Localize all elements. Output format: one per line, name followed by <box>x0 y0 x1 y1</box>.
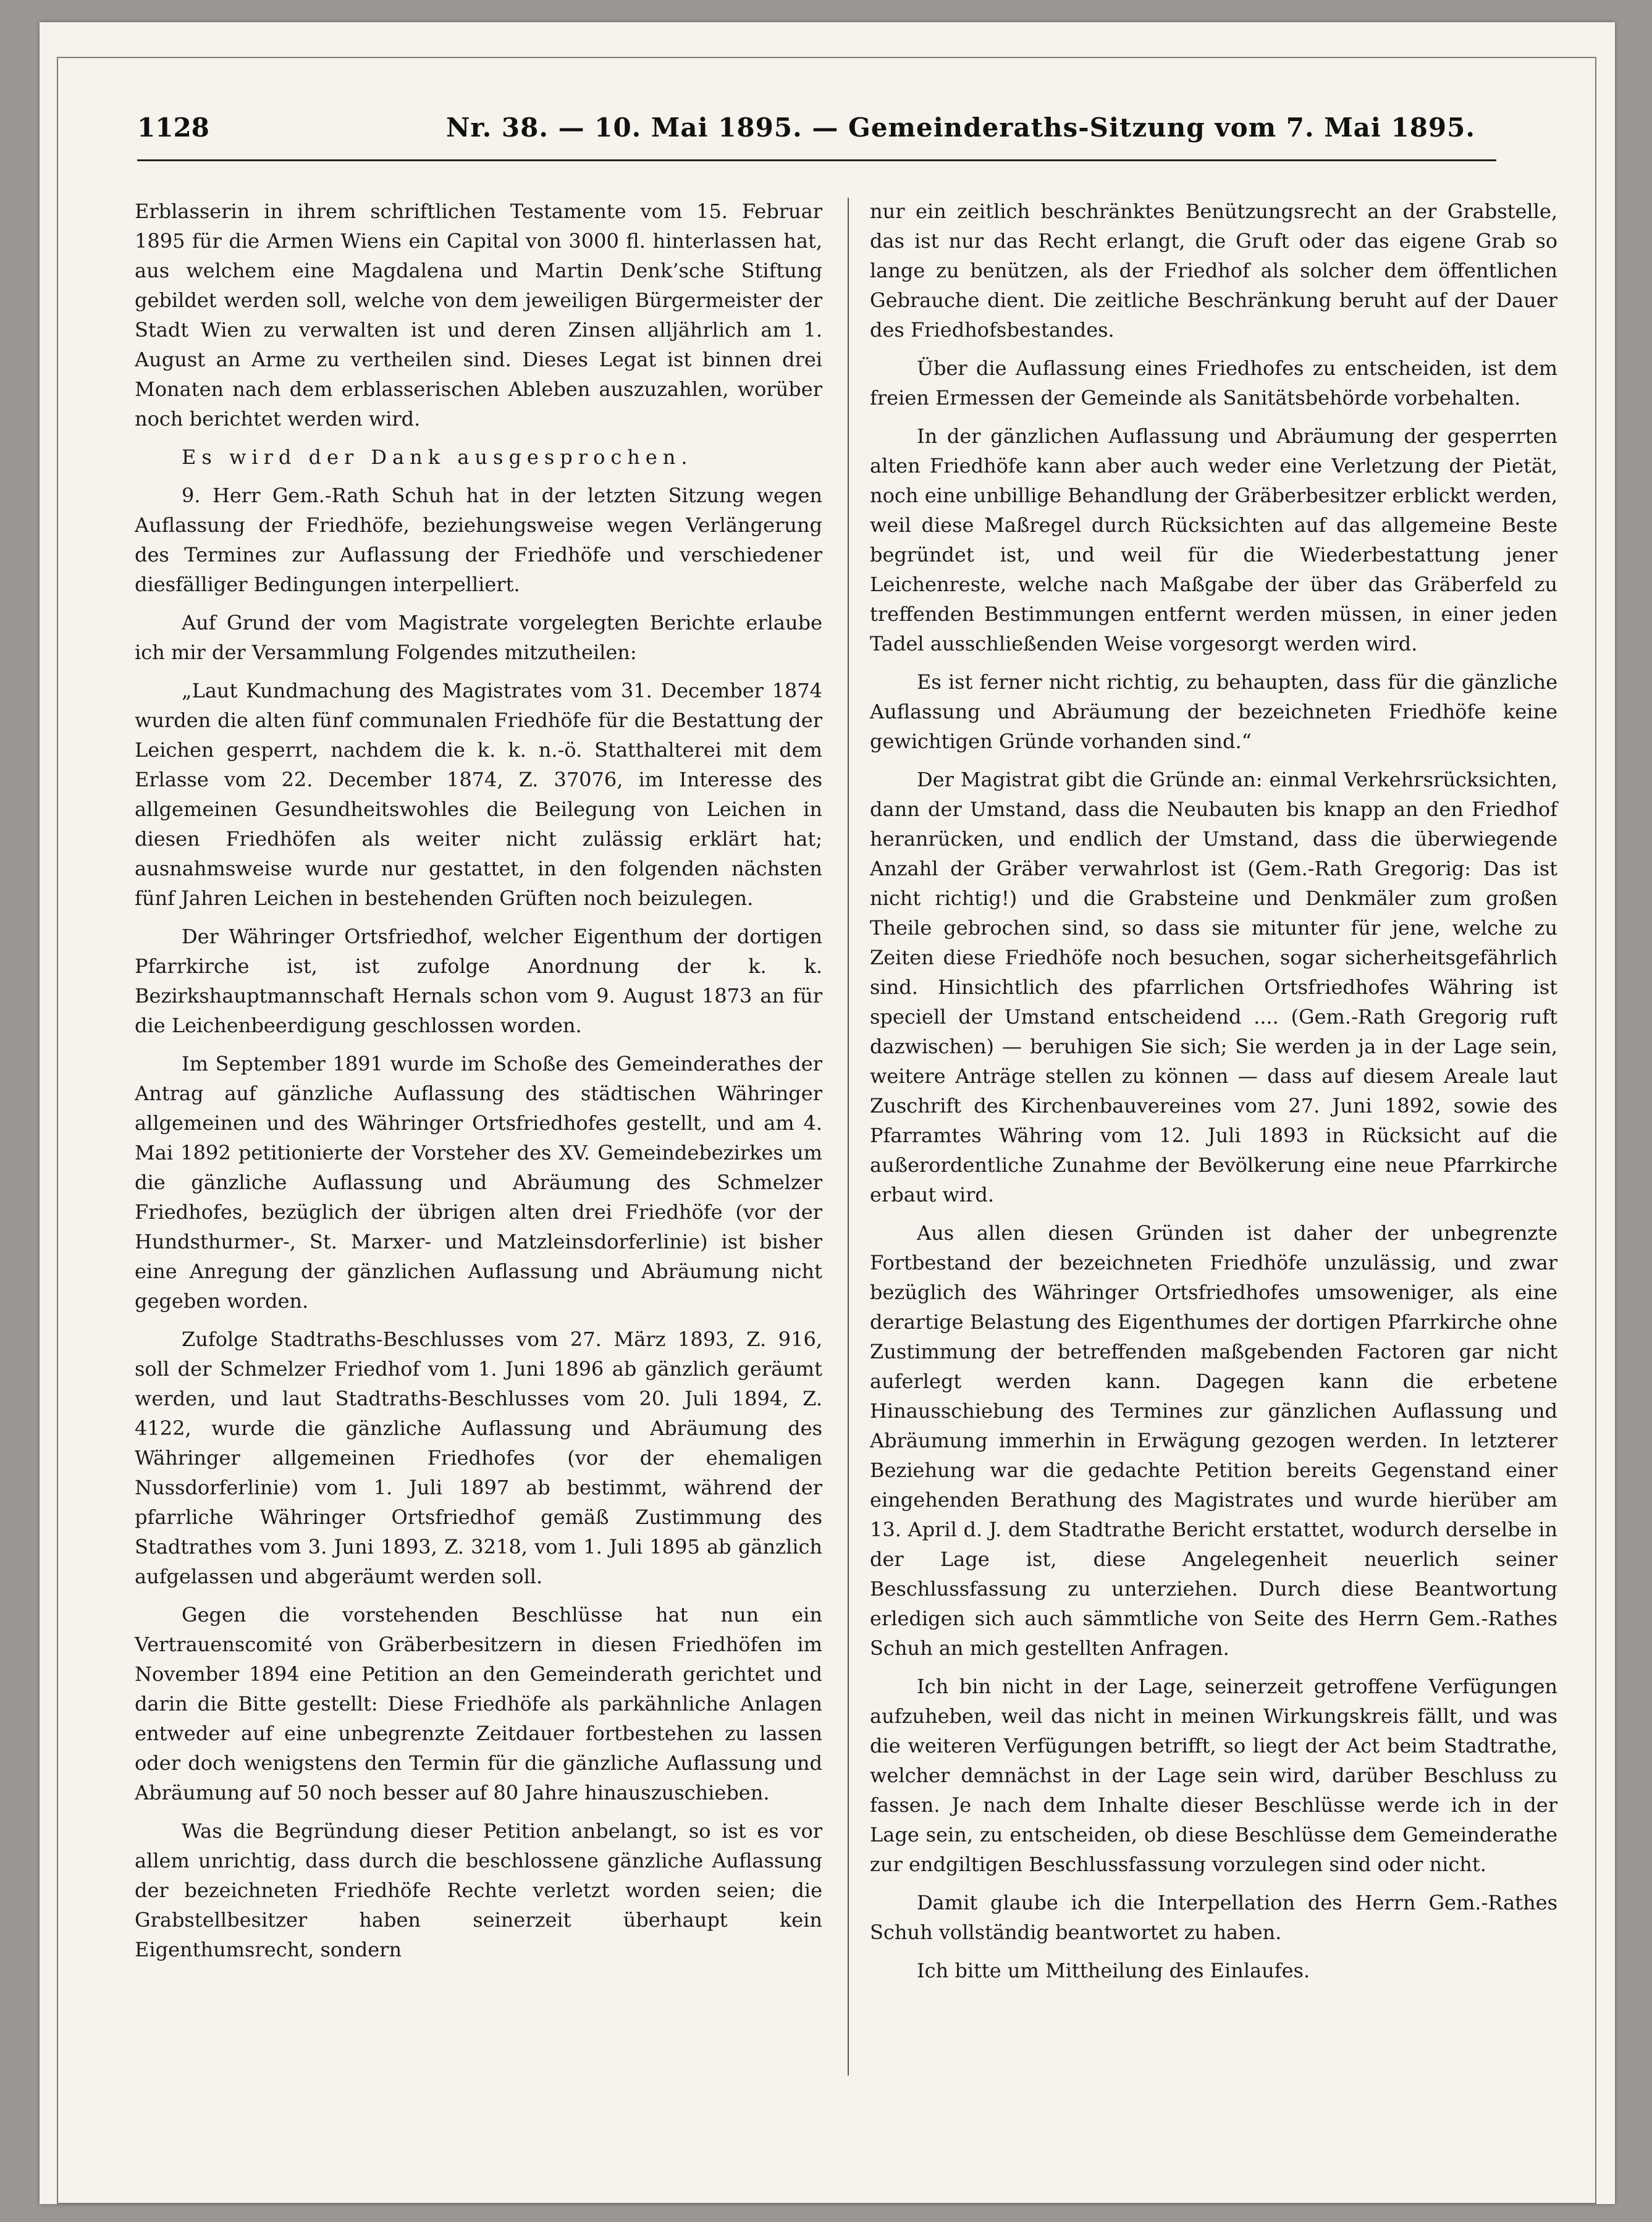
column-divider <box>848 198 849 2076</box>
paragraph: In der gänzlichen Auflassung und Abräumung der gesperrten alten Friedhöfe kann aber auch weder eine Verletzung der Pietät, noch eine unbillige Behandlung der Gräberbesitzer erblickt werden, weil diese Maßregel durch Rücksichten auf das allgemeine Beste begründet ist, und weil für die Wiederbestattung jener Leichenreste, welche nach Maßgabe der über das Gräberfeld zu treffenden Bestimmungen entfernt werden müssen, in einer jeden Tadel ausschließenden Weise vorgesorgt werden wird. <box>870 424 1557 655</box>
paragraph: Ich bitte um Mittheilung des Einlaufes. <box>917 1959 1310 1982</box>
paragraph: Ich bin nicht in der Lage, seinerzeit getroffene Verfügungen aufzuheben, weil das nicht in meinen Wirkungskreis fällt, und was die weiteren Verfügungen betrifft, so liegt der Act beim Stadtrathe, welcher demnächst in der Lage sein wird, darüber Beschluss zu fassen. Je nach dem Inhalte dieser Beschlüsse werde ich in der Lage sein, zu entscheiden, ob diese Beschlüsse dem Gemeinderathe zur endgiltigen Beschlussfassung vorzulegen sind oder nicht. <box>870 1675 1557 1876</box>
paragraph: Der Magistrat gibt die Gründe an: einmal Verkehrsrücksichten, dann der Umstand, dass die Neubauten bis knapp an den Friedhof heranrücken, und endlich der Umstand, dass die überwiegende Anzahl der Gräber verwahrlost ist (Gem.-Rath Gregorig: Das ist nicht richtig!) und die Grabsteine und Denkmäler zum großen Theile gebrochen sind, so dass sie mitunter für jene, welche zu Zeiten diese Friedhöfe noch besuchen, sogar sicherheitsgefährlich sind. Hinsichtlich des pfarrlichen Ortsfriedhofes Währing ist speciell der Umstand entscheidend .... (Gem.-Rath Gregorig ruft dazwischen) — beruhigen Sie sich; Sie werden ja in der Lage sein, weitere Anträge stellen zu können — dass auf diesem Areale laut Zuschrift des Kirchenbauvereines vom 27. Juni 1892, sowie des Pfarramtes Währing vom 12. Juli 1893 in Rücksicht auf die außerordentliche Zunahme der Bevölkerung eine neue Pfarrkirche erbaut wird. <box>870 768 1557 1206</box>
issue-title: Nr. 38. — 10. Mai 1895. — Gemeinderaths-Sitzung vom 7. Mai 1895. <box>446 112 1475 143</box>
paragraph: „Laut Kundmachung des Magistrates vom 31. December 1874 wurden die alten fünf communalen Friedhöfe für die Bestattung der Leichen gesperrt, nachdem die k. k. n.-ö. Statthalterei mit dem Erlasse vom 22. December 1874, Z. 37076, im Interesse des allgemeinen Gesundheitswohles die Beilegung von Leichen in diesen Friedhöfen als weiter nicht zulässig erklärt hat; ausnahmsweise wurde nur gestattet, in den folgenden nächsten fünf Jahren Leichen in bestehenden Grüften noch beizulegen. <box>135 679 822 910</box>
paragraph: nur ein zeitlich beschränktes Benützungsrecht an der Grabstelle, das ist nur das Recht erlangt, die Gruft oder das eigene Grab so lange zu benützen, als der Friedhof als solcher dem öffentlichen Gebrauche dient. Die zeitliche Beschränkung beruht auf der Dauer des Friedhofsbestandes. <box>870 200 1557 342</box>
paragraph: 9. Herr Gem.-Rath Schuh hat in der letzten Sitzung wegen Auflassung der Friedhöfe, beziehungsweise wegen Verlängerung des Termines zur Auflassung der Friedhöfe und verschiedener diesfälliger Bedingungen interpelliert. <box>135 484 822 596</box>
paragraph: Der Währinger Ortsfriedhof, welcher Eigenthum der dortigen Pfarrkirche ist, ist zufolge Anordnung der k. k. Bezirkshauptmannschaft Hernals schon vom 9. August 1873 an für die Leichenbeerdigung geschlossen worden. <box>135 925 822 1037</box>
paragraph: Über die Auflassung eines Friedhofes zu entscheiden, ist dem freien Ermessen der Gemeinde als Sanitätsbehörde vorbehalten. <box>870 356 1557 410</box>
page-header <box>137 112 1496 156</box>
left-column <box>135 196 822 1973</box>
paragraph-decision: Es wird der Dank ausgesprochen. <box>182 445 693 469</box>
paragraph: Gegen die vorstehenden Beschlüsse hat nun ein Vertrauenscomité von Gräberbesitzern in diesen Friedhöfen im November 1894 eine Petition an den Gemeinderath gerichtet und darin die Bitte gestellt: Diese Friedhöfe als parkähnliche Anlagen entweder auf eine unbegrenzte Zeitdauer fortbestehen zu lassen oder doch wenigstens den Termin für die gänzliche Auflassung und Abräumung auf 50 noch besser auf 80 Jahre hinauszuschieben. <box>135 1603 822 1804</box>
page-number: 1128 <box>137 112 209 143</box>
paragraph: Zufolge Stadtraths-Beschlusses vom 27. März 1893, Z. 916, soll der Schmelzer Friedhof vom 1. Juni 1896 ab gänzlich geräumt werden, und laut Stadtraths-Beschlusses vom 20. Juli 1894, Z. 4122, wurde die gänzliche Auflassung und Abräumung des Währinger allgemeinen Friedhofes (vor der ehemaligen Nussdorferlinie) vom 1. Juli 1897 ab bestimmt, während der pfarrliche Währinger Ortsfriedhof gemäß Zustimmung des Stadtrathes vom 3. Juni 1893, Z. 3218, vom 1. Juli 1895 ab gänzlich aufgelassen und abgeräumt werden soll. <box>135 1328 822 1588</box>
paragraph: Aus allen diesen Gründen ist daher der unbegrenzte Fortbestand der bezeichneten Friedhöfe unzulässig, und zwar bezüglich des Währinger Ortsfriedhofes umsoweniger, als eine derartige Belastung des Eigenthumes der dortigen Pfarrkirche ohne Zustimmung der betreffenden maßgebenden Factoren gar nicht auferlegt werden kann. Dagegen kann die erbetene Hinausschiebung des Termines zur gänzlichen Auflassung und Abräumung immerhin in Erwägung gezogen werden. In letzterer Beziehung war die gedachte Petition bereits Gegenstand einer eingehenden Berathung des Magistrates und wurde hierüber am 13. April d. J. dem Stadtrathe Bericht erstattet, wodurch derselbe in der Lage ist, diese Angelegenheit neuerlich seiner Beschlussfassung zu unterziehen. Durch diese Beantwortung erledigen sich auch sämmtliche von Seite des Herrn Gem.-Rathes Schuh an mich gestellten Anfragen. <box>870 1221 1557 1660</box>
paragraph: Auf Grund der vom Magistrate vorgelegten Berichte erlaube ich mir der Versammlung Folgendes mitzutheilen: <box>135 611 822 664</box>
paragraph: Es ist ferner nicht richtig, zu behaupten, dass für die gänzliche Auflassung und Abräumung der bezeichneten Friedhöfe keine gewichtigen Gründe vorhanden sind.“ <box>870 670 1557 753</box>
right-column <box>870 196 1557 1994</box>
paragraph: Was die Begründung dieser Petition anbelangt, so ist es vor allem unrichtig, dass durch die beschlossene gänzliche Auflassung der bezeichneten Friedhöfe Rechte verletzt worden seien; die Grabstellbesitzer haben seinerzeit überhaupt kein Eigenthumsrecht, sondern <box>135 1819 822 1961</box>
header-rule <box>137 159 1496 161</box>
paragraph: Damit glaube ich die Interpellation des Herrn Gem.-Rathes Schuh vollständig beantwortet zu haben. <box>870 1891 1557 1944</box>
paragraph: Im September 1891 wurde im Schoße des Gemeinderathes der Antrag auf gänzliche Auflassung des städtischen Währinger allgemeinen und des Währinger Ortsfriedhofes gestellt, und am 4. Mai 1892 petitionierte der Vorsteher des XV. Gemeindebezirkes um die gänzliche Auflassung und Abräumung des Schmelzer Friedhofes, bezüglich der übrigen alten drei Friedhöfe (vor der Hundsthurmer-, St. Marxer- und Matzleinsdorferlinie) ist bisher eine Anregung der gänzlichen Auflassung und Abräumung nicht gegeben worden. <box>135 1052 822 1313</box>
paragraph: Erblasserin in ihrem schriftlichen Testamente vom 15. Februar 1895 für die Armen Wiens ein Capital von 3000 fl. hinterlassen hat, aus welchem eine Magdalena und Martin Denk’sche Stiftung gebildet werden soll, welche von dem jeweiligen Bürgermeister der Stadt Wien zu verwalten ist und deren Zinsen alljährlich am 1. August an Arme zu vertheilen sind. Dieses Legat ist binnen drei Monaten nach dem erblasserischen Ableben auszuzahlen, worüber noch berichtet werden wird. <box>135 200 822 431</box>
